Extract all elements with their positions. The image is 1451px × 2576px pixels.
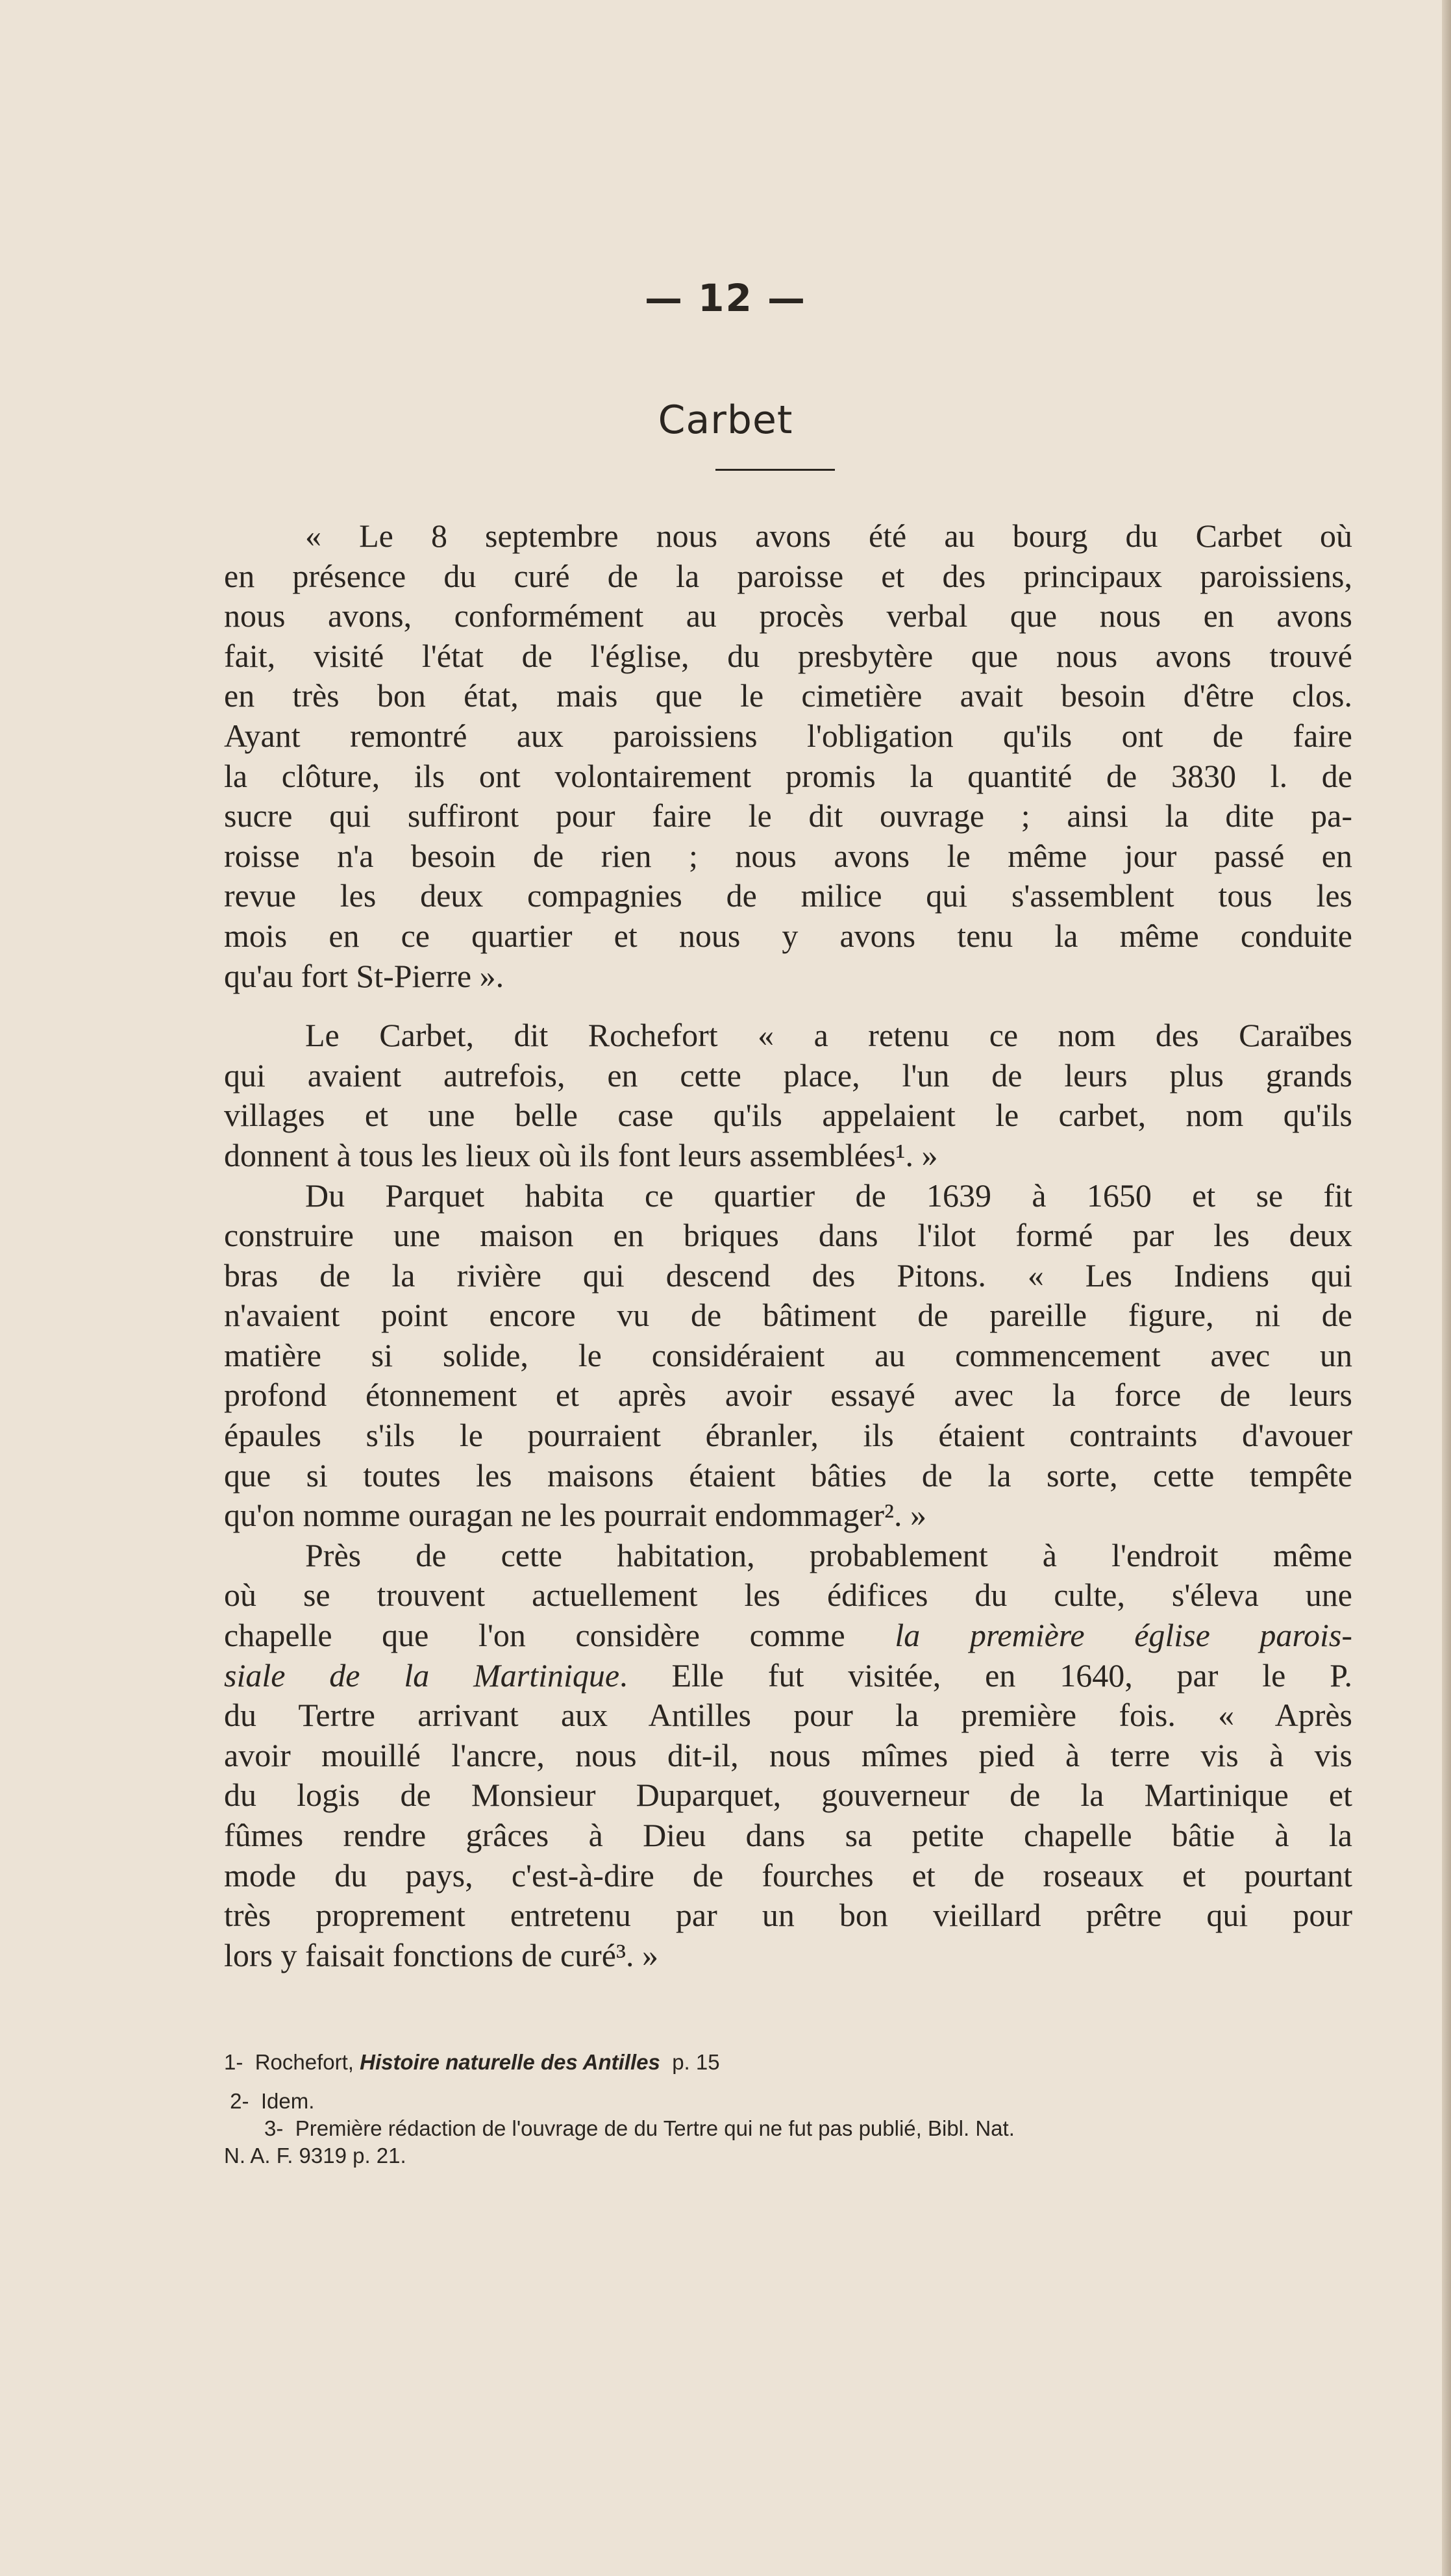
text-line: qui avaient autrefois, en cette place, l'un de leurs plus grands [224,1057,1352,1094]
text-line: « Le 8 septembre nous avons été au bourg du Carbet où [305,518,1352,554]
text-line: en présence du curé de la paroisse et des principaux paroissiens, [224,557,1352,594]
text-line: la clôture, ils ont volontairement promis la quantité de 3830 l. de [224,757,1352,794]
paragraph-visit-report [224,516,1352,996]
page-title: Carbet [658,397,793,443]
text-line: mode du pays, c'est-à-dire de fourches et de roseaux et pourtant [224,1857,1352,1894]
text-line: Du Parquet habita ce quartier de 1639 à 1650 et se fit [305,1177,1352,1214]
footnote-text: Idem. [260,2089,315,2113]
text-line: que si toutes les maisons étaient bâties de la sorte, cette tempête [224,1457,1352,1494]
italic-title: siale de la Martinique [224,1657,620,1694]
page-edge [1442,0,1451,2576]
text-line: donnent à tous les lieux où ils font leurs assemblées¹. » [224,1136,938,1173]
footnote-number: 1- [224,2050,243,2074]
text-line: qu'au fort St-Pierre ». [224,957,504,994]
paragraph-du-parquet [224,1176,1352,1536]
text-line: roisse n'a besoin de rien ; nous avons le même jour passé en [224,837,1352,874]
body-text [224,516,1352,1975]
text-line: matière si solide, le considéraient au commencement avec un [224,1336,1352,1373]
text-line: construire une maison en briques dans l'ilot formé par les deux [224,1217,1352,1254]
text-line: profond étonnement et après avoir essayé avec la force de leurs [224,1377,1352,1414]
text-line: nous avons, conformément au procès verbal que nous en avons [224,597,1352,634]
text-line: lors y faisait fonctions de curé³. » [224,1936,658,1973]
footnote-author: Rochefort, [254,2050,354,2074]
footnotes [224,2049,1352,2170]
text-line: du logis de Monsieur Duparquet, gouverneur de la Martinique et [224,1777,1352,1814]
italic-title: la première église parois- [895,1617,1353,1654]
footnote-work-title: Histoire naturelle des Antilles [360,2050,660,2074]
footnote-text: Première rédaction de l'ouvrage de du Tertre qui ne fut pas publié, Bibl. Nat. [295,2116,1015,2140]
footnote-number: 2- [230,2089,249,2113]
title-underline [715,469,835,471]
text-line: du Tertre arrivant aux Antilles pour la première fois. « Après [224,1697,1352,1734]
text-line: sucre qui suffiront pour faire le dit ouvrage ; ainsi la dite pa- [224,797,1352,834]
text-line: Le Carbet, dit Rochefort « a retenu ce nom des Caraïbes [305,1017,1352,1054]
text-line: mois en ce quartier et nous y avons tenu la même conduite [224,917,1352,954]
footnote-page: p. 15 [672,2050,720,2074]
text-line: Près de cette habitation, probablement à l'endroit même [305,1536,1352,1573]
text-line: épaules s'ils le pourraient ébranler, ils étaient contraints d'avouer [224,1417,1352,1454]
text-line: très proprement entretenu par un bon vieillard prêtre qui pour [224,1897,1352,1934]
text-line: revue les deux compagnies de milice qui s'assemblent tous les [224,877,1352,914]
paragraph-rochefort [224,1016,1352,1175]
text-line-italic-a [224,1616,1352,1656]
text-line-italic-b [224,1656,1352,1696]
text-line: Ayant remontré aux paroissiens l'obligation qu'ils ont de faire [224,717,1352,754]
text-line: en très bon état, mais que le cimetière avait besoin d'être clos. [224,677,1352,714]
text-line: fûmes rendre grâces à Dieu dans sa petite chapelle bâtie à la [224,1817,1352,1853]
text-segment: chapelle que l'on considère comme [224,1617,895,1654]
page-number: — 12 — [644,276,807,320]
footnote-number: 3- [264,2116,284,2140]
text-line: fait, visité l'état de l'église, du presbytère que nous avons trouvé [224,637,1352,674]
text-line: n'avaient point encore vu de bâtiment de pareille figure, ni de [224,1297,1352,1334]
text-line: bras de la rivière qui descend des Pitons. « Les Indiens qui [224,1257,1352,1294]
text-line: avoir mouillé l'ancre, nous dit-il, nous mîmes pied à terre vis à vis [224,1736,1352,1773]
footnote-2 [224,2088,1352,2115]
footnote-1 [224,2049,1352,2076]
text-line: villages et une belle case qu'ils appelaient le carbet, nom qu'ils [224,1097,1352,1134]
footnote-3-continuation: N. A. F. 9319 p. 21. [224,2144,406,2168]
footnote-3 [224,2115,1352,2142]
text-line: qu'on nomme ouragan ne les pourrait endommager². » [224,1497,927,1534]
paragraph-chapelle [224,1536,1352,1976]
text-line: où se trouvent actuellement les édifices du culte, s'éleva une [224,1577,1352,1614]
text-segment: . Elle fut visitée, en 1640, par le P. [619,1657,1352,1694]
